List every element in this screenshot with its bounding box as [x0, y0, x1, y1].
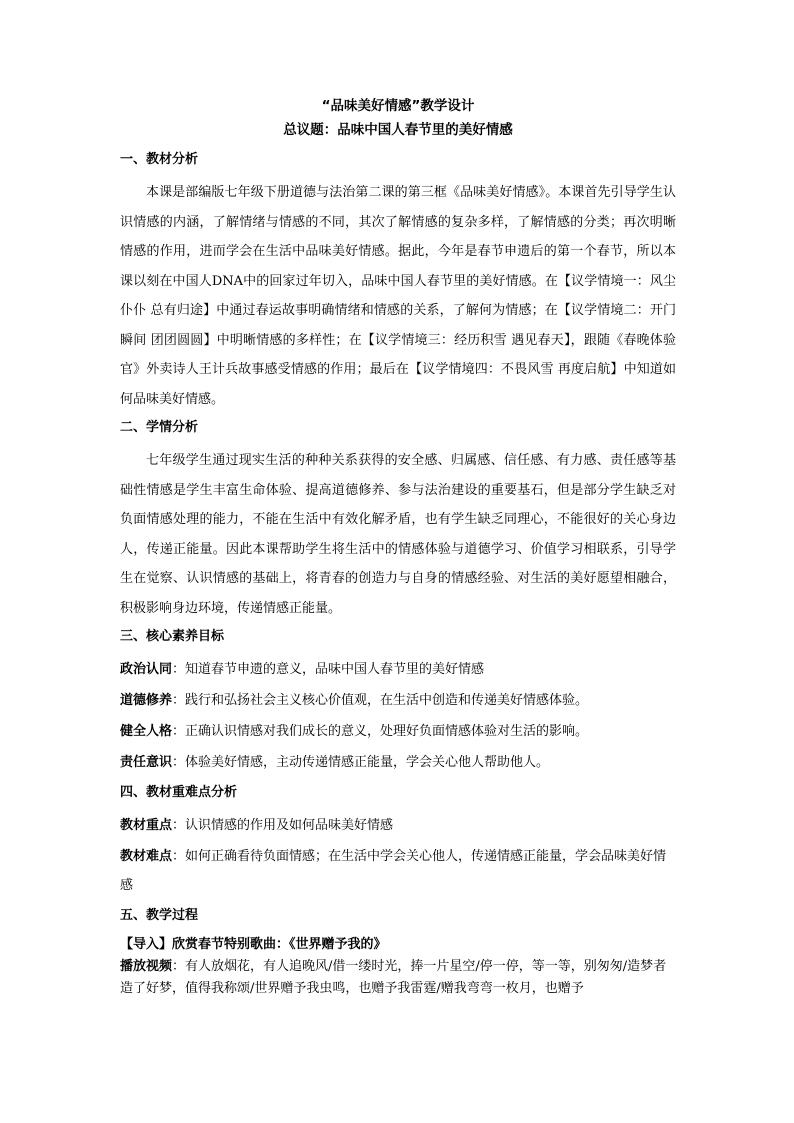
literacy-key: 健全人格	[120, 724, 173, 739]
video-label: 播放视频	[120, 959, 173, 974]
literacy-text: 体验美好情感，主动传递情感正能量，学会关心他人帮助他人。	[185, 755, 550, 770]
key-point-text: 认识情感的作用及如何品味美好情感	[185, 818, 394, 833]
document-body	[120, 96, 676, 1000]
video-line: 播放视频：有人放烟花，有人追晚风/借一缕时光，捧一片星空/停一停，等一等，别匆匆/造梦者造了好梦，值得我称颂/世界赠予我虫鸣，也赠予我雷霆/赠我弯弯一枚月，也赠予	[120, 959, 667, 996]
literacy-item-responsibility: 责任意识：体验美好情感，主动传递情感正能量，学会关心他人帮助他人。	[120, 755, 550, 770]
section-heading-core-literacy: 三、核心素养目标	[120, 629, 225, 644]
section-heading-teaching-process: 五、教学过程	[120, 908, 199, 923]
textbook-analysis-paragraph: 本课是部编版七年级下册道德与法治第二课的第三框《品味美好情感》。本课首先引导学生认识情感的内涵，了解情绪与情感的不同，其次了解情感的复杂多样，了解情感的分类；再次明晰情感的作用，进而学会在生活中品味美好情感。据此，今年是春节申遗后的第一个春节，所以本课以刻在中国人DNA中的回家过年切入，品味中国人春节里的美好情感。在【议学情境一：风尘仆仆 总有归途】中通过春运故事明确情绪和情感的关系，了解何为情感；在【议学情境二：开门瞬间 团团圆圆】中明晰情感的多样性；在【议学情境三：经历积雪 遇见春天】，跟随《春晚体验官》外卖诗人王计兵故事感受情感的作用；最后在【议学情境四：不畏风雪 再度启航】中知道如何品味美好情感。	[120, 185, 676, 407]
literacy-key: 政治认同	[120, 662, 173, 677]
document-title: “品味美好情感”教学设计	[321, 98, 475, 114]
literacy-text: 践行和弘扬社会主义核心价值观，在生活中创造和传递美好情感体验。	[185, 693, 589, 708]
difficult-point-text: 如何正确看待负面情感；在生活中学会关心他人，传递情感正能量，学会品味美好情感	[120, 849, 667, 893]
section-heading-student-analysis: 二、学情分析	[120, 420, 199, 435]
literacy-text: 正确认识情感对我们成长的意义，处理好负面情感体验对生活的影响。	[185, 724, 589, 739]
literacy-key: 道德修养	[120, 693, 173, 708]
difficult-point-label: 教材难点	[120, 849, 173, 864]
key-point-line: 教材重点：认识情感的作用及如何品味美好情感	[120, 818, 394, 833]
literacy-item-personality: 健全人格：正确认识情感对我们成长的意义，处理好负面情感体验对生活的影响。	[120, 724, 589, 739]
section-heading-key-difficult: 四、教材重难点分析	[120, 785, 238, 800]
literacy-key: 责任意识	[120, 755, 173, 770]
student-analysis-paragraph: 七年级学生通过现实生活的种种关系获得的安全感、归属感、信任感、有力感、责任感等基础性情感是学生丰富生命体验、提高道德修养、参与法治建设的重要基石，但是部分学生缺乏对负面情感处理的能力，不能在生活中有效化解矛盾，也有学生缺乏同理心，不能很好的关心身边人，传递正能量。因此本课帮助学生将生活中的情感体验与道德学习、价值学习相联系，引导学生在觉察、认识情感的基础上，将青春的创造力与自身的情感经验、对生活的美好愿望相融合，积极影响身边环境，传递情感正能量。	[120, 453, 676, 616]
literacy-item-political: 政治认同：知道春节申遗的意义，品味中国人春节里的美好情感	[120, 662, 485, 677]
intro-label: 【导入】欣赏春节特别歌曲：《世界赠予我的》	[120, 937, 387, 952]
difficult-point-line: 教材难点：如何正确看待负面情感；在生活中学会关心他人，传递情感正能量，学会品味美好情感	[120, 849, 667, 893]
document-subtitle: 总议题：品味中国人春节里的美好情感	[283, 122, 513, 138]
video-lyrics: 有人放烟花，有人追晚风/借一缕时光，捧一片星空/停一停，等一等，别匆匆/造梦者造了好梦，值得我称颂/世界赠予我虫鸣，也赠予我雷霆/赠我弯弯一枚月，也赠予	[120, 959, 667, 996]
section-heading-textbook-analysis: 一、教材分析	[120, 152, 199, 167]
key-point-label: 教材重点	[120, 818, 173, 833]
literacy-item-moral: 道德修养：践行和弘扬社会主义核心价值观，在生活中创造和传递美好情感体验。	[120, 693, 589, 708]
literacy-text: 知道春节申遗的意义，品味中国人春节里的美好情感	[185, 662, 485, 677]
intro-line	[120, 934, 676, 956]
